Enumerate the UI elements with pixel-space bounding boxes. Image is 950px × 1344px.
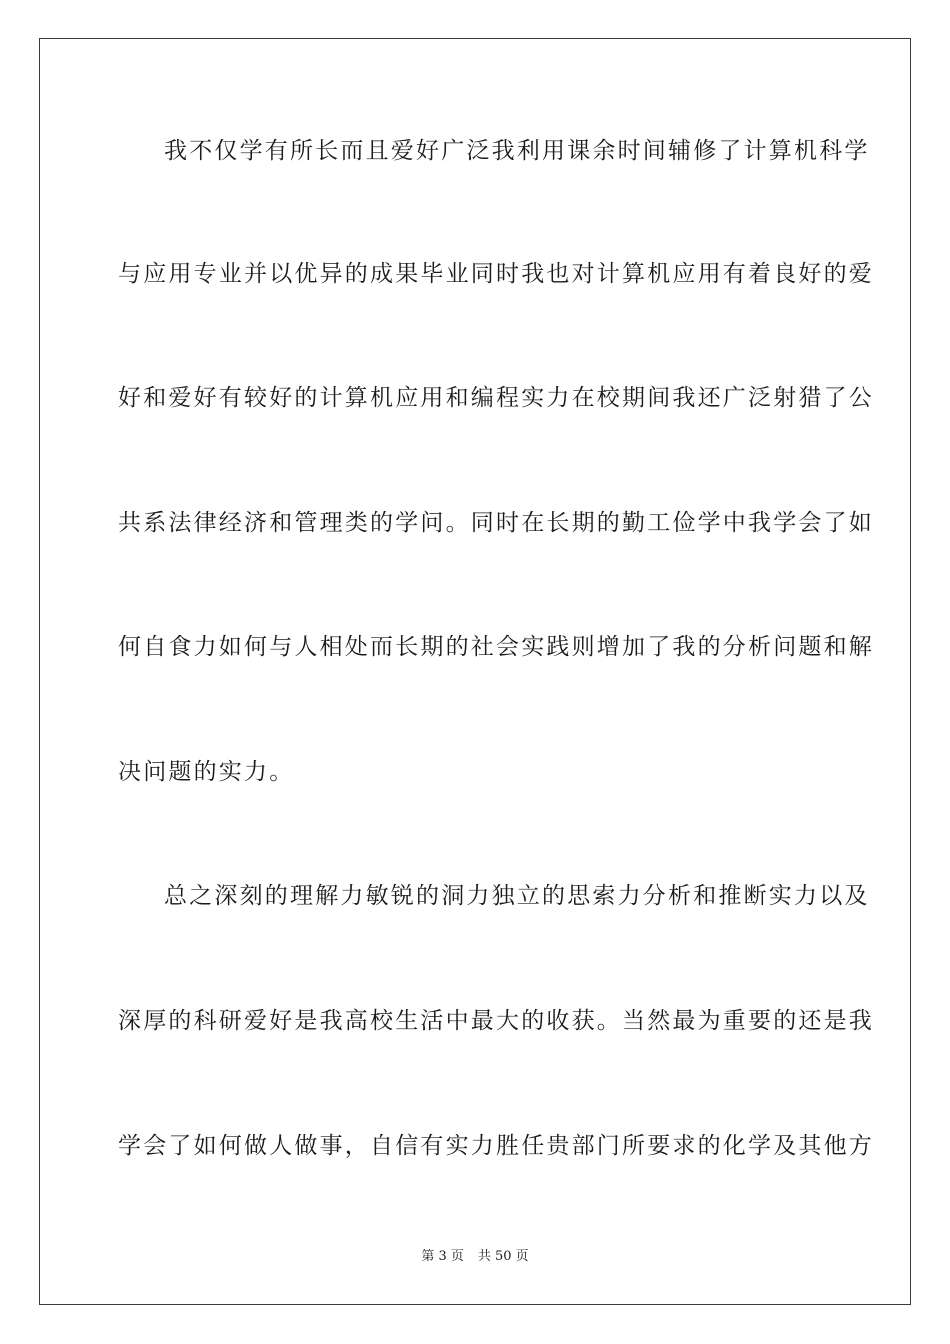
paragraph-1-line-1: 我不仅学有所长而且爱好广泛我利用课余时间辅修了计算机科学 xyxy=(164,138,870,164)
paragraph-1-line-2: 与应用专业并以优异的成果毕业同时我也对计算机应用有着良好的爱 xyxy=(118,261,874,287)
paragraph-2-line-3: 学会了如何做人做事，自信有实力胜任贵部门所要求的化学及其他方 xyxy=(118,1133,874,1159)
page-border xyxy=(39,38,911,1305)
page-number: 第 3 页 xyxy=(421,1249,464,1264)
paragraph-1-line-6: 决问题的实力。 xyxy=(118,759,295,785)
paragraph-2-line-2: 深厚的科研爱好是我高校生活中最大的收获。当然最为重要的还是我 xyxy=(118,1008,874,1034)
paragraph-1-line-5: 何自食力如何与人相处而长期的社会实践则增加了我的分析问题和解 xyxy=(118,634,874,660)
page-footer xyxy=(0,1248,950,1266)
paragraph-1-line-4: 共系法律经济和管理类的学问。同时在长期的勤工俭学中我学会了如 xyxy=(118,510,874,536)
paragraph-1-line-3: 好和爱好有较好的计算机应用和编程实力在校期间我还广泛射猎了公 xyxy=(118,385,874,411)
page-total: 共 50 页 xyxy=(477,1249,529,1264)
paragraph-2-line-1: 总之深刻的理解力敏锐的洞力独立的思索力分析和推断实力以及 xyxy=(164,883,870,909)
